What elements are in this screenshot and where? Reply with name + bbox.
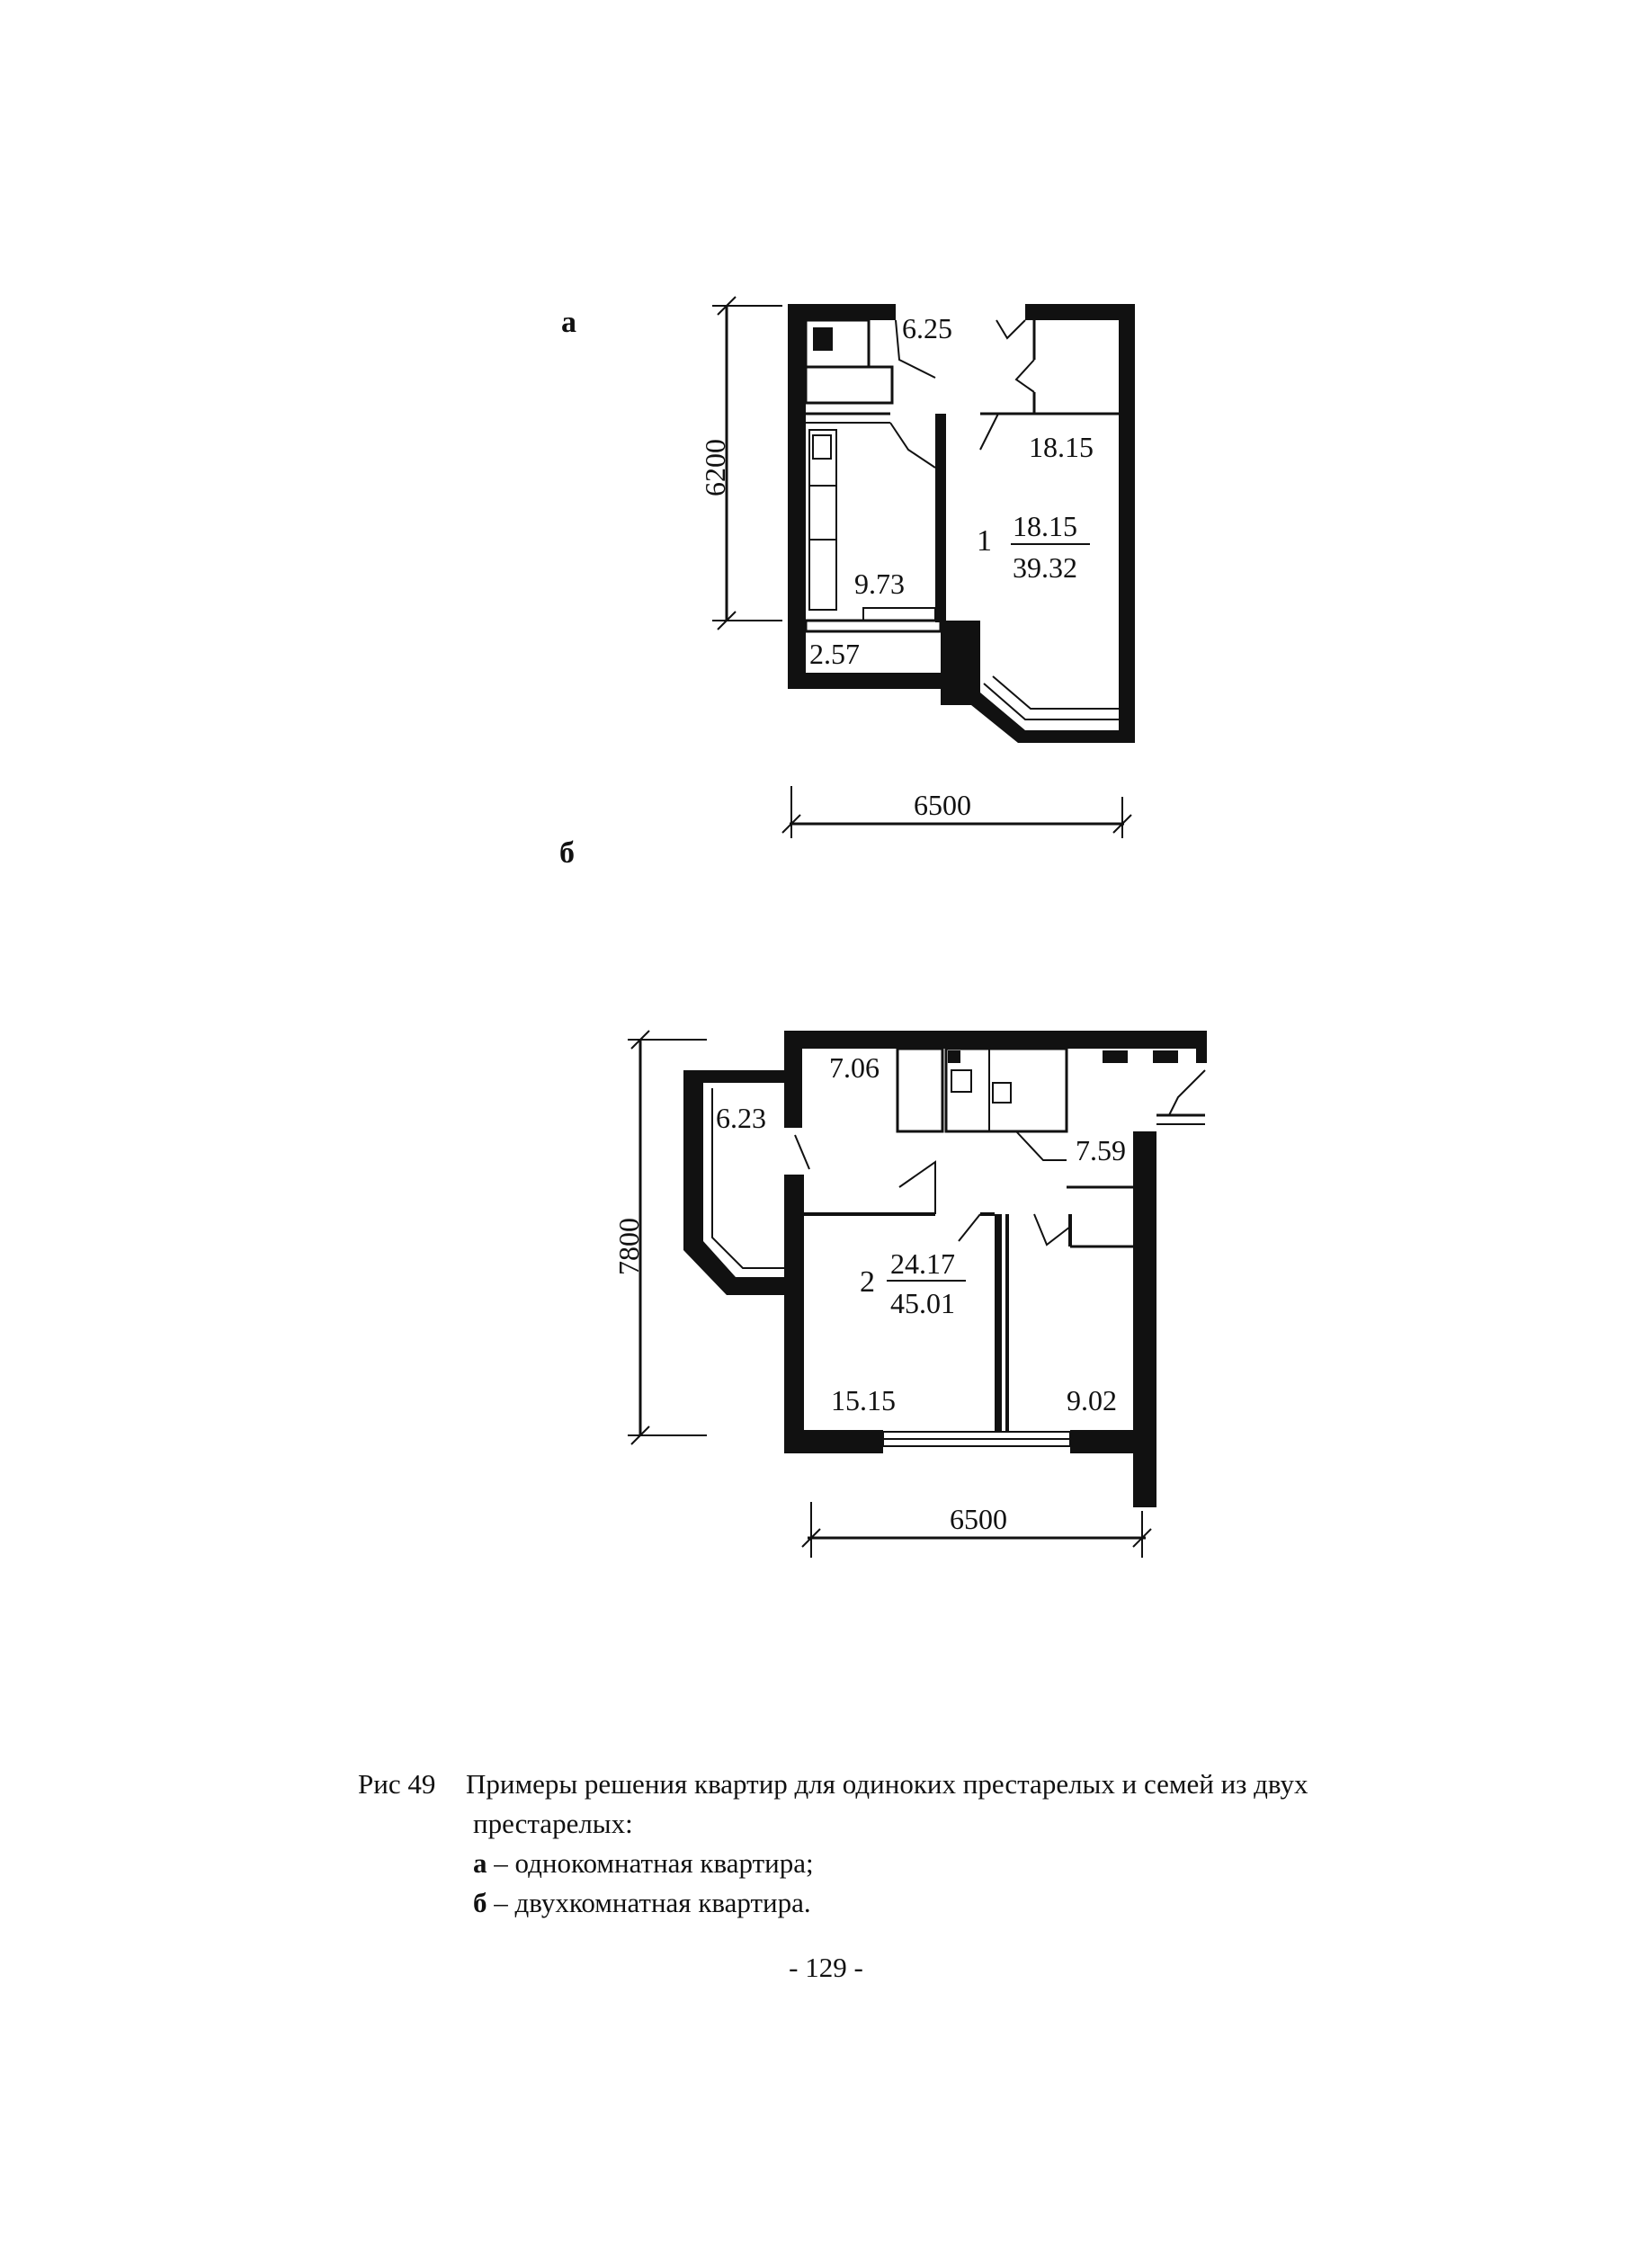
caption-item-b-text: – двухкомнатная квартира. — [487, 1887, 811, 1918]
caption-line-2: престарелых: — [473, 1808, 633, 1839]
figure-b-width-dimension: 6500 — [950, 1503, 1007, 1535]
caption-text-1: Примеры решения квартир для одиноких престарелых и семей из двух — [466, 1768, 1308, 1800]
plan-line — [993, 1083, 1011, 1103]
plan-line — [795, 1135, 809, 1169]
figure-a-room-index: 1 — [977, 524, 992, 558]
plan-line — [1133, 1131, 1156, 1507]
plan-line — [995, 1214, 1002, 1432]
figure-b-kitchen-area: 7.06 — [829, 1051, 880, 1084]
plan-line — [1005, 1214, 1009, 1432]
caption-label: Рис 49 — [358, 1768, 436, 1800]
figure-b-hall-area: 7.59 — [1076, 1134, 1126, 1166]
plan-line — [899, 1162, 935, 1214]
plan-line — [784, 1031, 1205, 1049]
page-number: - 129 - — [789, 1952, 863, 1983]
figure-a-hall-area: 6.25 — [902, 312, 952, 344]
plan-line — [784, 1430, 883, 1453]
plan-line — [784, 1031, 802, 1128]
figure-b-room-index: 2 — [860, 1265, 875, 1299]
figure-b-living-area: 24.17 — [890, 1247, 955, 1280]
caption-item-a-letter: а — [473, 1847, 487, 1879]
plan-line — [1196, 1031, 1207, 1063]
figure-a-height-dimension: 6200 — [699, 439, 731, 496]
plan-line — [948, 1050, 960, 1063]
figure-a-living-area: 18.15 — [1013, 510, 1077, 542]
plan-line — [1103, 1050, 1128, 1063]
plan-line — [959, 1214, 980, 1241]
caption-item-a — [358, 1844, 1545, 1883]
caption-item-b-letter: б — [473, 1887, 487, 1918]
plan-line — [946, 1049, 1067, 1131]
caption-item-b — [358, 1883, 1545, 1923]
plan-line — [1034, 1214, 1070, 1245]
caption-item-a-text: – однокомнатная квартира; — [487, 1847, 814, 1879]
figure-a-total-area: 39.32 — [1013, 551, 1077, 584]
figure-a-room-area: 18.15 — [1029, 431, 1094, 463]
plan-line — [1153, 1050, 1178, 1063]
figure-a-width-dimension: 6500 — [914, 789, 971, 821]
figure-b-height-dimension: 7800 — [612, 1218, 645, 1275]
figure-caption — [358, 1765, 1545, 1923]
figure-b-total-area: 45.01 — [890, 1287, 955, 1319]
figure-b-large-room-area: 15.15 — [831, 1384, 896, 1416]
caption-line-1 — [358, 1765, 1545, 1804]
plan-line — [1016, 1131, 1067, 1160]
plan-line — [784, 1175, 804, 1453]
figure-b-loggia-area: 6.23 — [716, 1102, 766, 1134]
figure-b-letter: б — [559, 836, 575, 870]
figure-a-kitchen-area: 9.73 — [854, 567, 905, 600]
plan-line — [897, 1049, 942, 1131]
plan-line — [951, 1070, 971, 1092]
figure-a-letter: а — [561, 306, 576, 339]
figure-b-small-room-area: 9.02 — [1067, 1384, 1117, 1416]
plan-line — [1169, 1070, 1205, 1115]
figure-a-loggia-area: 2.57 — [809, 638, 860, 670]
